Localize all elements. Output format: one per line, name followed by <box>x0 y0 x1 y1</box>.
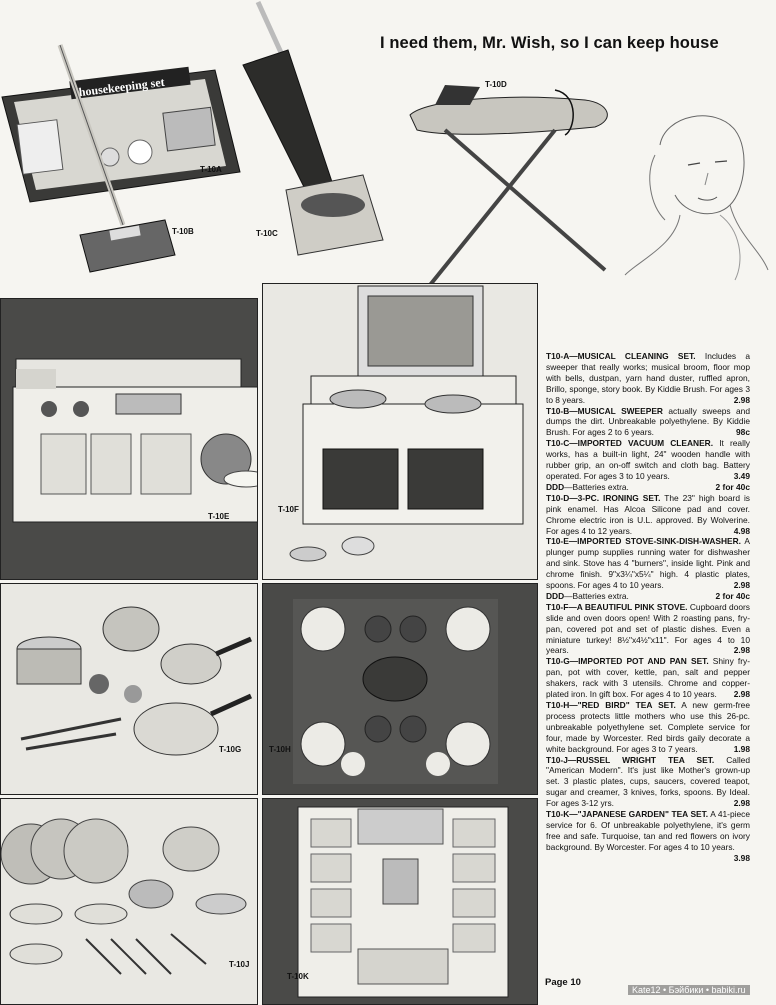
entry-batteries-2: DDD—Batteries extra. 2 for 40c <box>546 590 750 601</box>
watermark: Kate12 • Бэйбики • babiki.ru <box>628 985 750 995</box>
entry-t10d: T10-D—3-PC. IRONING SET. The 23" high board is pink enamel. Has Alcoa Silicone pad and cover. Chrome electric iron is U.L. approved. By Wolverine. For ages 4 to 12 years. 4.98 <box>546 492 750 536</box>
label-t10e: T-10E <box>208 512 230 521</box>
japanese-garden-tea-set-photo <box>262 798 538 1005</box>
vacuum-cleaner-photo <box>238 0 388 262</box>
label-t10a: T-10A <box>200 165 222 174</box>
entry-t10a: T10-A—MUSICAL CLEANING SET. Includes a sweeper that really works; musical broom, floor mop with bells, dustpan, yarn hand duster, ruffled apron, Brillo, sponge, story book. By Kiddie Brush. For ages 3 to 8 years. 2.98 <box>546 351 750 405</box>
red-bird-tea-set-photo <box>262 583 538 795</box>
price: 2.98 <box>733 798 750 809</box>
price: 4.98 <box>733 525 750 536</box>
pink-stove-art <box>263 284 537 579</box>
tea-set-art <box>263 584 537 794</box>
russel-wright-art <box>1 799 257 1004</box>
entry-t10e: T10-E—IMPORTED STOVE-SINK-DISH-WASHER. A plunger pump supplies running water for dishwasher and sink. Stove has 4 "burners", inside light. Pink and chrome finish. 9"x3¼"x5¼" high. 4 plastic plates, spoons. For ages 4 to 10 years. 2.98 <box>546 536 750 591</box>
page-headline: I need them, Mr. Wish, so I can keep house <box>380 34 719 52</box>
ironing-board-art <box>405 75 620 290</box>
price: 1.98 <box>733 743 750 754</box>
entry-t10g: T10-G—IMPORTED POT AND PAN SET. Shiny fry-pan, pot with cover, kettle, pan, salt and pepper shakers, rack with 3 utensils. Chrome and copper-plated iron. In gift box. For ages 4 to 10 years. 2.98 <box>546 656 750 700</box>
label-t10j: T-10J <box>229 960 250 969</box>
price: 2.98 <box>733 645 750 656</box>
entry-t10h: T10-H—"RED BIRD" TEA SET. A new germ-free process protects little mothers who use this 26-pc. unbreakable polyethylene set. Complete service for four, made by Worcester. Red birds gaily decorate a white background. For ages 3 to 7 years. 1.98 <box>546 700 750 754</box>
girl-sketch <box>620 95 770 285</box>
entry-t10f: T10-F—A BEAUTIFUL PINK STOVE. Cupboard doors slide and oven doors open! With 2 roasting pans, fry-pan, covered pot and set of plastic dishes. Even a miniature turkey! 8½"x4½"x11". For ages 4 to 10 years. 2.98 <box>546 601 750 656</box>
product-descriptions <box>546 351 750 864</box>
label-t10h: T-10H <box>269 745 291 754</box>
pots-pans-art <box>1 584 257 794</box>
label-t10b: T-10B <box>172 227 194 236</box>
label-t10f: T-10F <box>278 505 299 514</box>
page-number: Page 10 <box>545 977 581 988</box>
price: 2 for 40c <box>715 481 750 492</box>
price: 2.98 <box>733 580 750 591</box>
stove-sink-dishwasher-photo <box>0 298 258 580</box>
box-lettering: housekeeping set <box>77 74 166 100</box>
musical-sweeper-photo <box>55 40 205 275</box>
price: 3.49 <box>733 470 750 481</box>
label-t10c: T-10C <box>256 229 278 238</box>
price: 2.98 <box>733 394 750 405</box>
entry-t10b: T10-B—MUSICAL SWEEPER actually sweeps and dumps the dirt. Unbreakable polyethylene. By Kiddie Brush. For ages 2 to 6 years. 98c <box>546 405 750 438</box>
label-t10g: T-10G <box>219 745 242 754</box>
entry-t10c: T10-C—IMPORTED VACUUM CLEANER. It really works, has a built-in light, 24" wooden handle with rubber grip, an on-off switch and cloth bag. Battery operated. For ages 3 to 10 years. 3.49 <box>546 438 750 481</box>
entry-batteries-1: DDD—Batteries extra. 2 for 40c <box>546 481 750 492</box>
price: 2 for 40c <box>715 590 750 601</box>
pink-stove-photo <box>262 283 538 580</box>
pot-and-pan-set-photo <box>0 583 258 795</box>
sweeper-art <box>55 40 205 275</box>
girl-sketch-art <box>620 95 770 285</box>
entry-t10k: T10-K—"JAPANESE GARDEN" TEA SET. A 41-piece service for 6. Of unbreakable polyethylene, it's germ free and safe. Turquoise, tan and red flowers on ivory background. By Worcester. For ages 4 to 10 years. 3.98 <box>546 809 750 863</box>
label-t10k: T-10K <box>287 972 309 981</box>
price: 2.98 <box>733 689 750 700</box>
label-t10d: T-10D <box>485 80 507 89</box>
russel-wright-tea-set-photo <box>0 798 258 1005</box>
entry-t10j: T10-J—RUSSEL WRIGHT TEA SET. Called "American Modern". It's just like Mother's grown-up set. 3 plastic plates, cups, saucers, covered teapot, sugar and creamer, 3 knives, forks, spoons. By Ideal. For ages 3-12 yrs. 2.98 <box>546 754 750 809</box>
stove-sink-art <box>1 299 257 579</box>
vacuum-art <box>238 0 388 262</box>
price: 3.98 <box>733 852 750 863</box>
japanese-garden-art <box>263 799 537 1004</box>
price: 98c <box>736 427 750 438</box>
ironing-set-photo <box>405 75 620 290</box>
